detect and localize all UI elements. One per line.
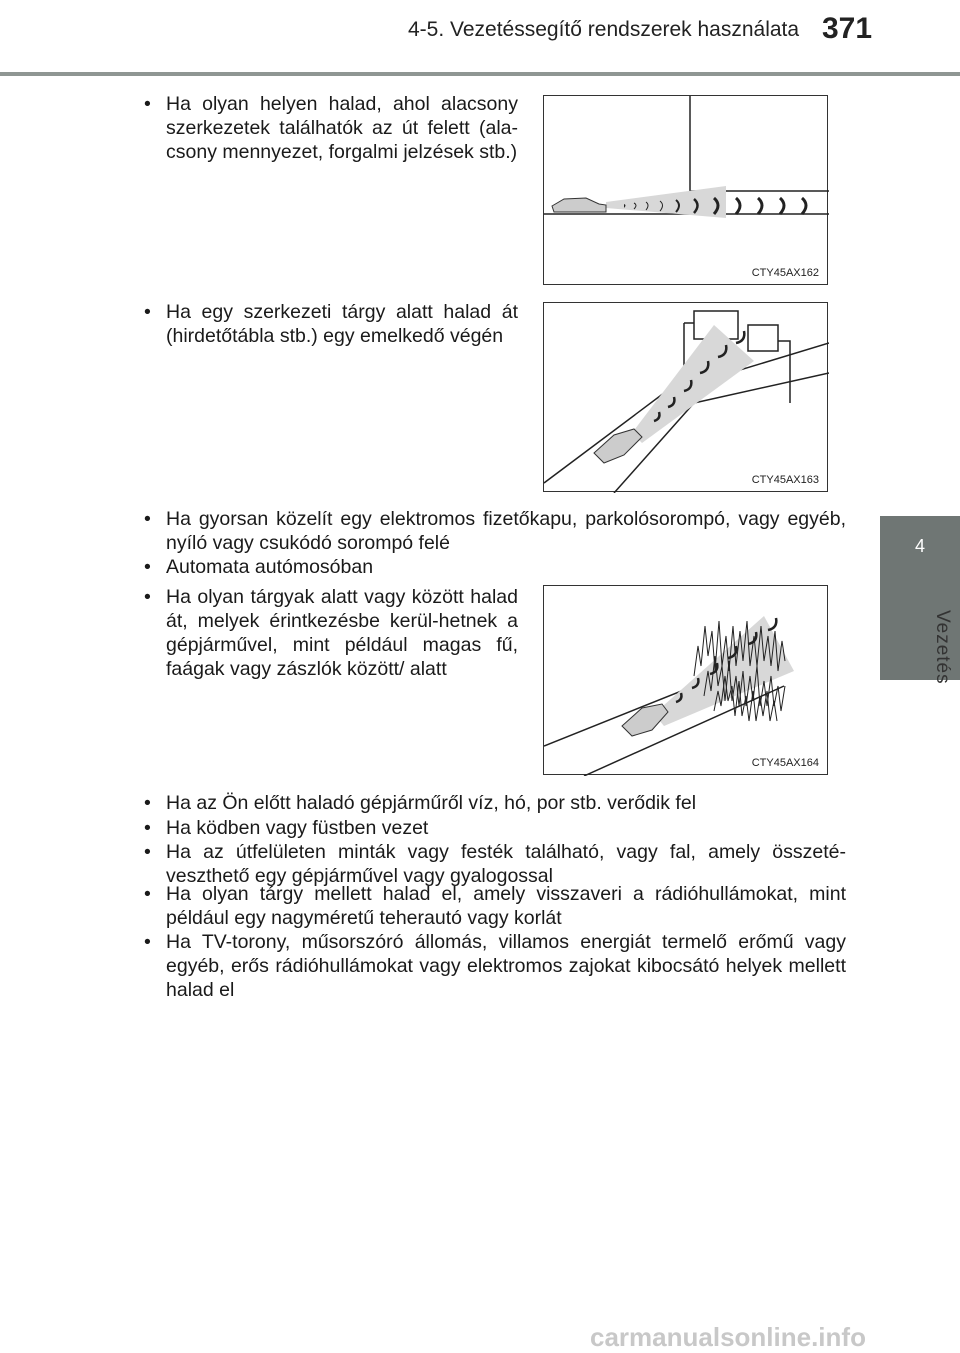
tall-grass-illustration	[544, 586, 829, 776]
figure-code: CTY45AX163	[751, 474, 819, 486]
bullet-radio-interference: • Ha TV-torony, műsorszóró állomás, villamos energiát termelő erőmű vagy egyéb, erős rádióhullámokat vagy elektromos zajokat kibocsátó helyek mellett halad el	[144, 930, 846, 1002]
bullet-low-structures: • Ha olyan helyen halad, ahol alacsony szerkezetek találhatók az út felett (ala-csony mennyezet, forgalmi jelzések stb.)	[144, 92, 518, 164]
watermark: carmanualsonline.info	[590, 1322, 866, 1352]
figure-code: CTY45AX164	[751, 757, 819, 769]
figure-low-structure-radar	[543, 95, 828, 285]
overhead-sign-illustration	[544, 303, 829, 493]
figure-overhead-sign-radar	[543, 302, 828, 492]
bullet-toll-gate: • Ha gyorsan közelít egy elektromos fizetőkapu, parkolósorompó, vagy egyéb, nyíló vagy csukódó sorompó felé	[144, 507, 846, 555]
chapter-tab-number: 4	[914, 536, 925, 556]
page-number: 371	[822, 12, 873, 45]
bullet-car-wash: • Automata autómosóban	[144, 555, 846, 579]
figure-tall-grass-radar	[543, 585, 828, 775]
bullet-reflective-objects: • Ha olyan tárgy mellett halad el, amely visszaveri a rádióhullámokat, mint például egy nagyméretű teherautó vagy korlát	[144, 882, 846, 930]
page-header-title: 4-5. Vezetéssegítő rendszerek használata	[408, 18, 800, 41]
bullet-overhead-sign: • Ha egy szerkezeti tárgy alatt halad át (hirdetőtábla stb.) egy emelkedő végén	[144, 300, 518, 348]
chapter-tab-label: Vezetés	[932, 610, 953, 685]
header-rule	[0, 72, 960, 76]
figure-code: CTY45AX162	[751, 267, 819, 279]
bullet-tall-grass: • Ha olyan tárgyak alatt vagy között halad át, melyek érintkezésbe kerül-hetnek a gépjárművel, mint például magas fű, faágak vagy zászlók között/ alatt	[144, 585, 518, 681]
low-structure-illustration	[544, 96, 829, 286]
bullet-road-patterns: • Ha az útfelületen minták vagy festék található, vagy fal, amely összeté-veszthető egy gépjárművel vagy gyalogossal	[144, 840, 846, 888]
bullet-spray: • Ha az Ön előtt haladó gépjárműről víz, hó, por stb. verődik fel	[144, 791, 846, 815]
bullet-fog: • Ha ködben vagy füstben vezet	[144, 816, 846, 840]
